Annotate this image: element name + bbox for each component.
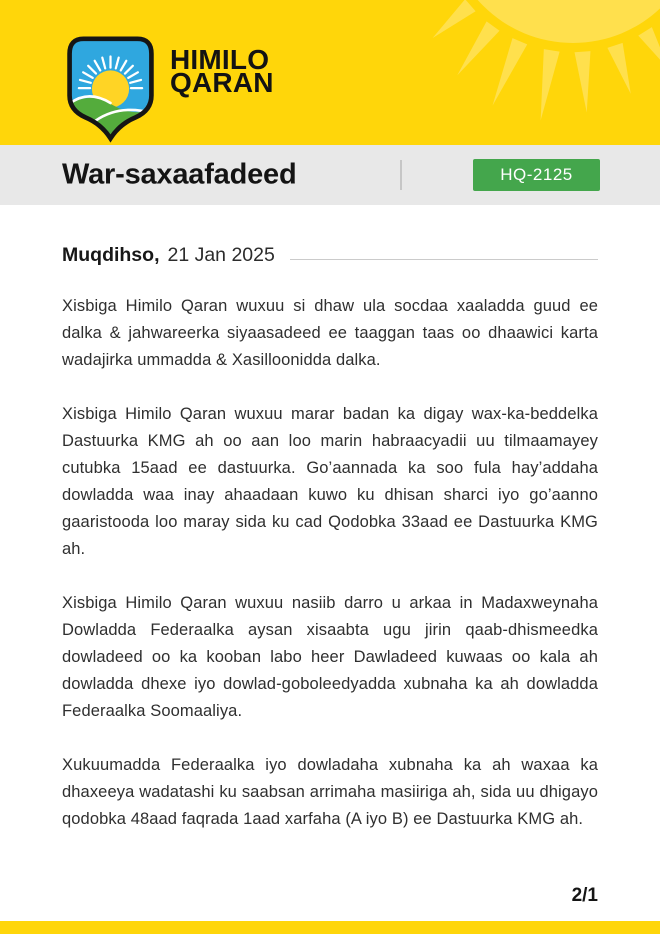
- footer-strip: [0, 921, 660, 934]
- dateline: [62, 244, 598, 267]
- sun-ray-icon: [607, 43, 630, 94]
- sun-ray-icon: [457, 21, 499, 75]
- paragraph: Xukuumadda Federaalka iyo dowladaha xubnaha ka ah waxaa ka dhaxeeya wadatashi ku saabsan arrimaha masiiriga ah, sida uu dhigayo qodobka 48aad faqrada 1aad xarfaha (A iyo B) ee Dastuurka KMG ah.: [62, 756, 598, 828]
- paragraph: Xisbiga Himilo Qaran wuxuu nasiib darro u arkaa in Madaxweynaha Dowladda Federaalka aysan xisaabta ugu jirin qaab-dhismeedka dowladeed oo ka kooban labo heer Dawladeed kuwaas oo kala ah dowladda dhexe iyo dowlad-goboleedyadda xubnaha ka ah dowladda Federaalka Soomaaliya.: [62, 594, 598, 720]
- sun-ray-icon: [638, 27, 660, 69]
- sun-disc-icon: [446, 0, 660, 43]
- dateline-rule: [290, 259, 598, 260]
- sun-ray-icon: [433, 0, 476, 38]
- reference-badge: HQ-2125: [473, 159, 600, 191]
- brand-logo: [64, 36, 274, 143]
- dateline-date: 21 Jan 2025: [167, 244, 275, 266]
- masthead: [0, 0, 660, 145]
- sun-ray-icon: [575, 51, 591, 112]
- brand-name-line1: HIMILO: [170, 44, 270, 75]
- brand-name: [170, 44, 274, 98]
- party-emblem-icon: [64, 36, 157, 143]
- document-body: [0, 205, 660, 921]
- paragraph: Xisbiga Himilo Qaran wuxuu marar badan ka digay wax-ka-beddelka Dastuurka KMG ah oo aan loo marin habraacyadii uu tilmaamayey cutubka 15aad ee dastuurka. Go’aannada ka soo fula hay’addaha dowladda waa inay ahaadaan kuwo ku dhisan sharci iyo go’aanno gaaristooda loo maray sida ku cad Qodobka 33aad ee Dastuurka KMG ah.: [62, 405, 598, 558]
- sun-rays-icon: [400, 0, 660, 145]
- vertical-divider: [400, 160, 402, 190]
- brand-name-line2: QARAN: [170, 67, 274, 98]
- page-title: War-saxaafadeed: [62, 158, 297, 191]
- sun-ray-icon: [493, 38, 528, 106]
- page-number: 2/1: [571, 885, 598, 906]
- sun-ray-icon: [541, 49, 560, 120]
- dateline-city: Muqdihso,: [62, 244, 160, 266]
- paragraph: Xisbiga Himilo Qaran wuxuu si dhaw ula socdaa xaaladda guud ee dalka & jahwareerka siyaasadeed ee taaggan taas oo dhaawici karta wadajirka ummadda & Xasilloonidda dalka.: [62, 297, 598, 369]
- title-banner: [0, 145, 660, 205]
